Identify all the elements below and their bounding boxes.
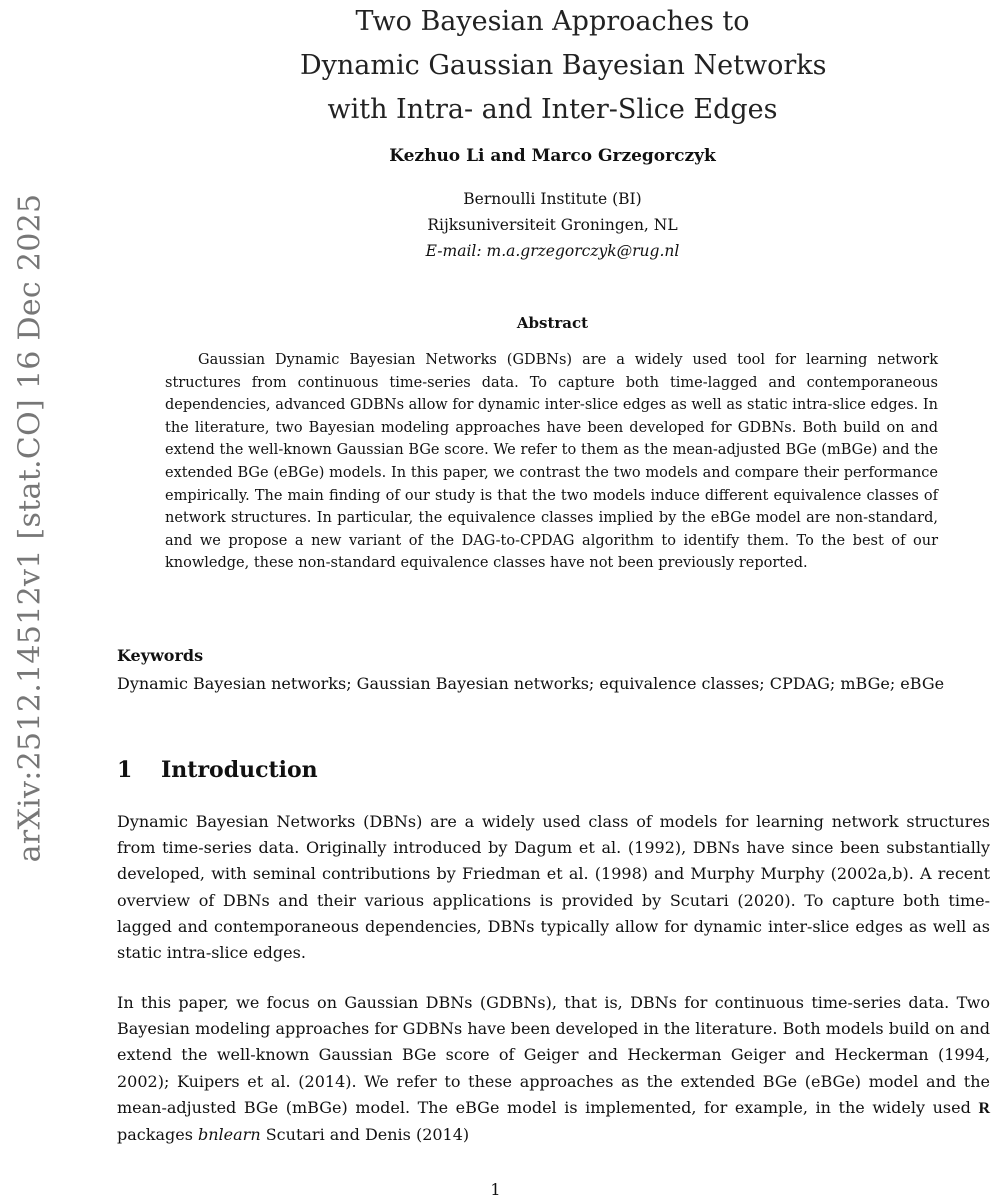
r-language-label: R	[978, 1099, 990, 1117]
abstract-text: Gaussian Dynamic Bayesian Networks (GDBNs) are a widely used tool for learning network structures from continuous time-series data. To capture both time-lagged and contemporaneous dependencies, advanced GDBNs allow for dynamic inter-slice edges as well as static intra-slice edges. In the literature, two Bayesian modeling approaches have been developed for GDBNs. Both build on and extend the well-known Gaussian BGe score. We refer to them as the mean-adjusted BGe (mBGe) and the extended BGe (eBGe) models. In this paper, we contrast the two models and compare their performance empirically. The main finding of our study is that the two models induce different equivalence classes of network structures. In particular, the equivalence classes implied by the eBGe model are non-standard, and we propose a new variant of the DAG-to-CPDAG algorithm to identify them. To the best of our knowledge, these non-standard equivalence classes have not been previously reported.	[165, 352, 938, 572]
paragraph-text: In this paper, we focus on Gaussian DBNs (GDBNs), that is, DBNs for continuous time-series data. Two Bayesian modeling approaches for GDBNs have been developed in the literature. Both models build on and extend the well-known Gaussian BGe score of Geiger and Heckerman Geiger and Heckerman (1994, 2002); Kuipers et al. (2014). We refer to these approaches as the extended BGe (eBGe) model and the mean-adjusted BGe (mBGe) model. The eBGe model is implemented, for example, in the widely used	[117, 993, 990, 1117]
keywords-text: Dynamic Bayesian networks; Gaussian Bayesian networks; equivalence classes; CPDAG; mBGe; eBGe	[117, 674, 945, 693]
title-line: Two Bayesian Approaches to	[355, 6, 750, 37]
keywords-heading: Keywords	[117, 646, 204, 665]
paper-title	[300, 0, 827, 132]
section-number: 1	[117, 757, 133, 783]
affiliation	[300, 186, 805, 264]
paragraph-text: packages	[117, 1125, 193, 1145]
affiliation-university: Rijksuniversiteit Groningen, NL	[427, 216, 678, 234]
title-line: with Intra- and Inter-Slice Edges	[327, 94, 778, 125]
section-heading	[117, 757, 318, 783]
package-name: bnlearn	[198, 1125, 261, 1145]
authors: Kezhuo Li and Marco Grzegorczyk	[389, 146, 716, 166]
arxiv-identifier: arXiv:2512.14512v1 [stat.CO] 16 Dec 2025	[12, 193, 48, 863]
arxiv-sidebar	[0, 0, 60, 900]
intro-paragraph-2	[117, 990, 990, 1148]
abstract-heading: Abstract	[516, 314, 589, 332]
page-number: 1	[490, 1180, 501, 1199]
affiliation-institute: Bernoulli Institute (BI)	[463, 190, 642, 208]
affiliation-email: E-mail: m.a.grzegorczyk@rug.nl	[425, 242, 680, 260]
citation: Scutari and Denis (2014)	[265, 1125, 470, 1145]
section-title: Introduction	[161, 757, 318, 783]
intro-paragraph-1: Dynamic Bayesian Networks (DBNs) are a widely used class of models for learning network structures from time-series data. Originally introduced by Dagum et al. (1992), DBNs have since been substantially developed, with seminal contributions by Friedman et al. (1998) and Murphy Murphy (2002a,b). A recent overview of DBNs and their various applications is provided by Scutari (2020). To capture both time-lagged and contemporaneous dependencies, DBNs typically allow for dynamic inter-slice edges as well as static intra-slice edges.	[117, 812, 990, 963]
title-line: Dynamic Gaussian Bayesian Networks	[300, 50, 827, 81]
